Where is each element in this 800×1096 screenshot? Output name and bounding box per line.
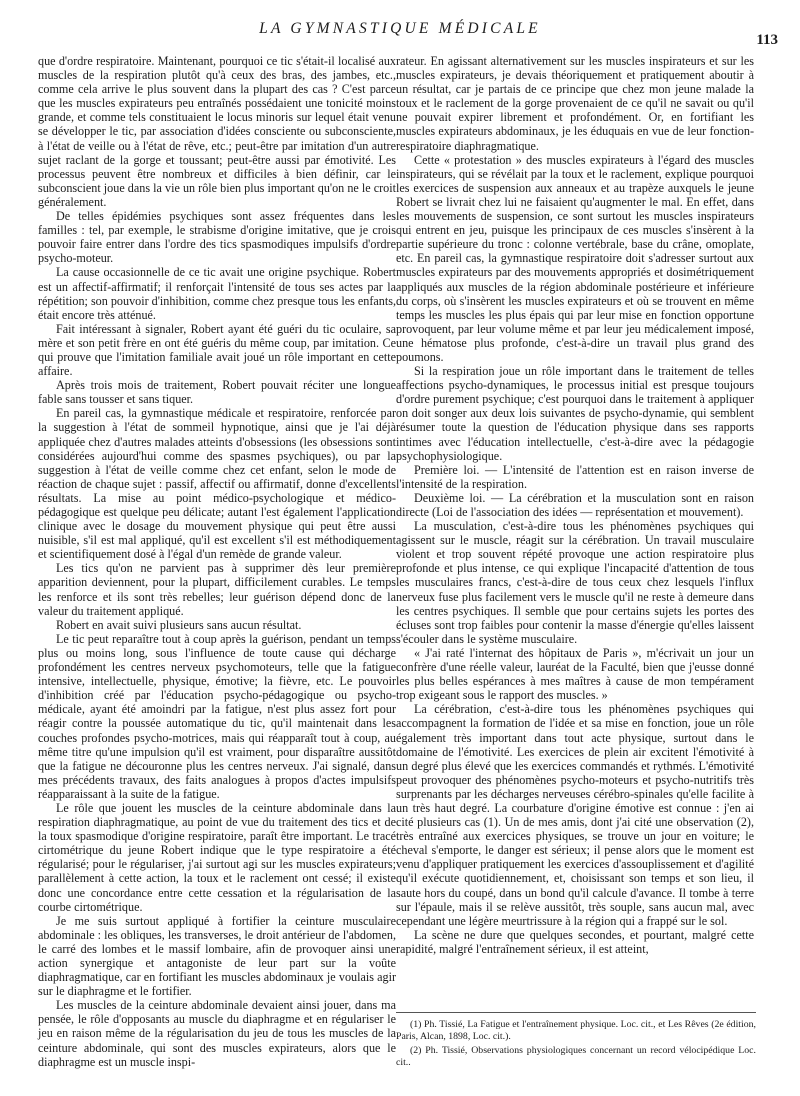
law-second: Deuxième loi. — La cérébration et la musculation sont en raison directe (Loi de l'association des idées — représentation et mouvement). [396,490,754,519]
paragraph: De telles épidémies psychiques sont assez fréquentes dans les familles : tel, par exemple, le strabisme d'origine imitative, que je crois pouvoir faire entrer dans l'ordre des tics spasmodiques impulsifs d'ordre psycho-moteur. [38,209,396,266]
law-first: Première loi. — L'intensité de l'attention est en raison inverse de l'intensité de la respiration. [396,462,754,491]
page-number: 113 [756,32,778,48]
paragraph: La musculation, c'est-à-dire tous les phénomènes psychiques qui agissent sur le muscle, réagit sur la cérébration. Un travail musculaire violent et trop souvent répété provoque une action respiratoire plus profonde et plus intense, ce qui explique l'incapacité d'attention de tous les musculaires francs, c'est-à-dire de tous ceux chez lesquels l'influx nerveux fuse plus facilement vers le muscle qu'il ne reste à demeure dans les centres psychiques. Il semble que pour certains sujets les portes des écluses sont trop faibles pour contenir la masse d'énergie qu'elles laissent s'écouler dans le système musculaire. [396,519,754,646]
paragraph: Robert en avait suivi plusieurs sans aucun résultat. [56,617,302,632]
paragraph: La cause occasionnelle de ce tic avait une origine psychique. Robert est un affectif-affirmatif; il renforçait l'intensité de tous ses actes par la répétition; son pouvoir d'inhibition, comme chez presque tous les enfants, était encore très atténué. [38,265,396,322]
right-column [396,54,754,956]
paragraph: rateur. En agissant alternativement sur les muscles inspirateurs et sur les muscles expirateurs, je devais théoriquement et pratiquement aboutir à un résultat, car je partais de ce principe que chez mon jeune malade la toux et le raclement de la gorge provenaient de ce qu'il ne savait ou qu'il ne pouvait expirer librement et profondément. Or, en fortifiant les muscles expirateurs abdominaux, je les éduquais en vue de leur fonction-respiratoire diaphragmatique. [396,54,754,153]
paragraph: Je me suis surtout appliqué à fortifier la ceinture musculaire abdominale : les obliques, les transverses, le droit antérieur de l'abdomen, le carré des lombes et le massif lombaire, afin de provoquer ainsi une action synergique et antagoniste de leur part sur la voûte diaphragmatique, car en fortifiant les muscles abdominaux je voulais agir sur le diaphragme et le fortifier. [38,913,396,999]
left-column [38,54,396,1069]
footnote: (2) Ph. Tissié, Observations physiologiques concernant un record vélocipédique Loc. cit.. [396,1045,756,1068]
paragraph: La scène ne dure que quelques secondes, et pourtant, malgré cette rapidité, malgré l'entraînement sérieux, il est atteint, [396,927,754,956]
paragraph: Si la respiration joue un rôle important dans le traitement de telles affections psycho-dynamiques, le processus initial est presque toujours d'ordre purement psychique; c'est pourquoi dans le traitement à appliquer on doit songer aux deux lois suivantes de psycho-dynamie, qui semblent résumer toute la question de l'éducation physique dans ses rapports intimes avec l'éducation intellectuelle, c'est-à-dire avec la pédagogie psychophysiologique. [396,364,754,463]
paragraph: « J'ai raté l'internat des hôpitaux de Paris », m'écrivait un jour un confrère d'une réelle valeur, lauréat de la Faculté, bien que j'eusse donné les plus belles espérances à mes maîtres à cause de mon tempérament trop exigeant sous le rapport des muscles. » [396,645,754,703]
paragraph: Les tics qu'on ne parvient pas à supprimer dès leur première apparition deviennent, pour la plupart, difficilement curables. Le temps les renforce et ils sont très rebelles; leur guérison dépend donc de la valeur du traitement appliqué. [38,561,396,618]
paragraph: En pareil cas, la gymnastique médicale et respiratoire, renforcée par la suggestion à l'état de sommeil hypnotique, ainsi que je l'ai déjà appliquée chez d'autres malades atteints d'obsessions (les obsessions sont considérées aujourd'hui comme des spasmes psychiques), ou par la suggestion à l'état de veille comme chez cet enfant, selon le mode de réaction de chaque sujet : passif, affectif ou affirmatif, donne d'excellents résultats. La mise au point médico-psychologique et médico-pédagogique est quelque peu délicate; autant l'est également l'application clinique avec le dosage du mouvement physique qui peut être aussi nuisible, s'il est mal appliqué, qu'il est excellent s'il est méthodiquement et scientifiquement dosé à l'égal d'un remède de grande valeur. [38,406,396,562]
footnotes [396,1012,756,1071]
paragraph: Le rôle que jouent les muscles de la ceinture abdominale dans la respiration diaphragmatique, au point de vue du traitement des tics et de la toux spasmodique d'origine respiratoire, paraît être important. Le tracé cirtométrique du jeune Robert indique que le type respiratoire a été régularisé; pour le régulariser, j'ai surtout agi sur les muscles expirateurs; parallèlement à cette action, la toux et le raclement ont cessé; il existe donc une concordance entre cette cessation et la régularisation de la courbe cirtométrique. [38,800,396,914]
paragraph: Après trois mois de traitement, Robert pouvait réciter une longue fable sans tousser et sans tiquer. [38,378,396,407]
paragraph: Cette « protestation » des muscles expirateurs à l'égard des muscles inspirateurs, qui se révélait par la toux et le raclement, explique pourquoi les exercices de suspension aux anneaux et au trapèze auxquels le jeune Robert se livrait chez lui ne faisaient qu'augmenter le mal. En effet, dans les mouvements de suspension, ce sont surtout les muscles inspirateurs qui entrent en jeu, puisque les principaux de ces muscles s'insèrent à la partie supérieure du tronc : colonne vertébrale, base du crâne, omoplate, etc. En pareil cas, la gymnastique respiratoire doit s'adresser surtout aux muscles expirateurs par des mouvements appropriés et dosimétriquement appliqués aux muscles de la région abdominale postérieure et inférieure du corps, où s'insèrent les muscles expirateurs et où se trouvent en même temps les muscles les plus épais qui par leur mise en fonction opportune provoquent, par leur volume même et par leur jeu médicalement imposé, une hématose plus profonde, c'est-à-dire un travail plus grand des poumons. [396,152,754,364]
paragraph: Le tic peut reparaître tout à coup après la guérison, pendant un temps plus ou moins long, sous l'influence de toute cause qui décharge profondément les centres nerveux psychomoteurs, telle que la fatigue intensive, intellectuelle, physique, émotive; la fièvre, etc. Le pouvoir d'inhibition créé par l'éducation psycho-pédagogique ou psycho-médicale, ayant été amoindri par la fatigue, n'est plus assez fort pour réagir contre la poussée automatique du tic, qu'il maintenait dans les couches profondes psycho-motrices, mais qui réapparaît tout à coup, au même titre qu'une impulsion qu'il est vraiment, pour disparaître aussitôt que la fatigue ne découronne plus les centres nerveux. J'ai signalé, dans mes précédents travaux, des faits analogues à propos d'actes impulsifs réapparaissant à la suite de la fatigue. [38,631,396,801]
paragraph: Fait intéressant à signaler, Robert ayant été guéri du tic oculaire, sa mère et son petit frère en ont été guéris du même coup, par imitation. Ce qui prouve que l'imitation familiale avait joué un rôle important en cette affaire. [38,321,396,379]
paragraph: La cérébration, c'est-à-dire tous les phénomènes psychiques qui accompagnent la formation de l'idée et sa mise en fonction, joue un rôle également très important dans tout acte physique, surtout dans le domaine de l'émotivité. Les exercices de plein air excitent l'émotivité à un degré plus élevé que les exercices commandés et rythmés. L'émotivité peut provoquer des phénomènes psycho-moteurs et psycho-nutritifs très surprenants par les décharges nerveuses cérébro-spinales qu'elle facilite à un très haut degré. La courbature d'origine émotive est connue : j'en ai cité plusieurs cas (1). Un de mes amis, dont j'ai cité une observation (2), très entraîné aux exercices physiques, se trouve un jour en voiture; le cheval s'emporte, le danger est sérieux; il pense alors que le moment est venu d'appliquer pratiquement les exercices d'assouplissement et d'agilité qu'il exécute quotidiennement, et, choisissant son temps et son lieu, il saute hors du coupé, dans un bond qu'il calcule d'avance. Il tombe à terre sur l'épaule, mais il se relève aussitôt, très souple, sans aucun mal, avec cependant une légère meurtrissure à la région qui a frappé sur le sol. [396,702,754,928]
running-title: LA GYMNASTIQUE MÉDICALE [259,20,541,37]
paragraph: que d'ordre respiratoire. Maintenant, pourquoi ce tic s'était-il localisé aux muscles de la respiration plutôt qu'à ceux des bras, des jambes, etc., comme cela arrive le plus souvent dans la plupart des cas ? C'est parce que les muscles expirateurs peu entraînés possédaient une tonicité moins grande, et comme tels constituaient le locus minoris sur lequel était venu se développer le tic, par association d'idées consciente ou subconsciente, à l'état de veille ou à l'état de rêve, etc.; peut-être par imitation d'un autre sujet raclant de la gorge et toussant; peut-être aussi par émotivité. Les processus peuvent être nombreux et difficiles à bien définir, car le subconscient joue dans la vie un rôle bien plus important qu'on ne le croit généralement. [38,54,396,209]
paragraph: Les muscles de la ceinture abdominale devaient ainsi jouer, dans ma pensée, le rôle d'opposants au muscle du diaphragme et en régulariser le jeu en raison même de la régularisation du jeu de tous les muscles de la ceinture abdominale, qui sont des muscles expirateurs, alors que le diaphragme est un muscle inspi- [38,998,396,1069]
footnote: (1) Ph. Tissié, La Fatigue et l'entraînement physique. Loc. cit., et Les Rêves (2e édition, Paris, Alcan, 1898, Loc. cit.). [396,1019,756,1042]
